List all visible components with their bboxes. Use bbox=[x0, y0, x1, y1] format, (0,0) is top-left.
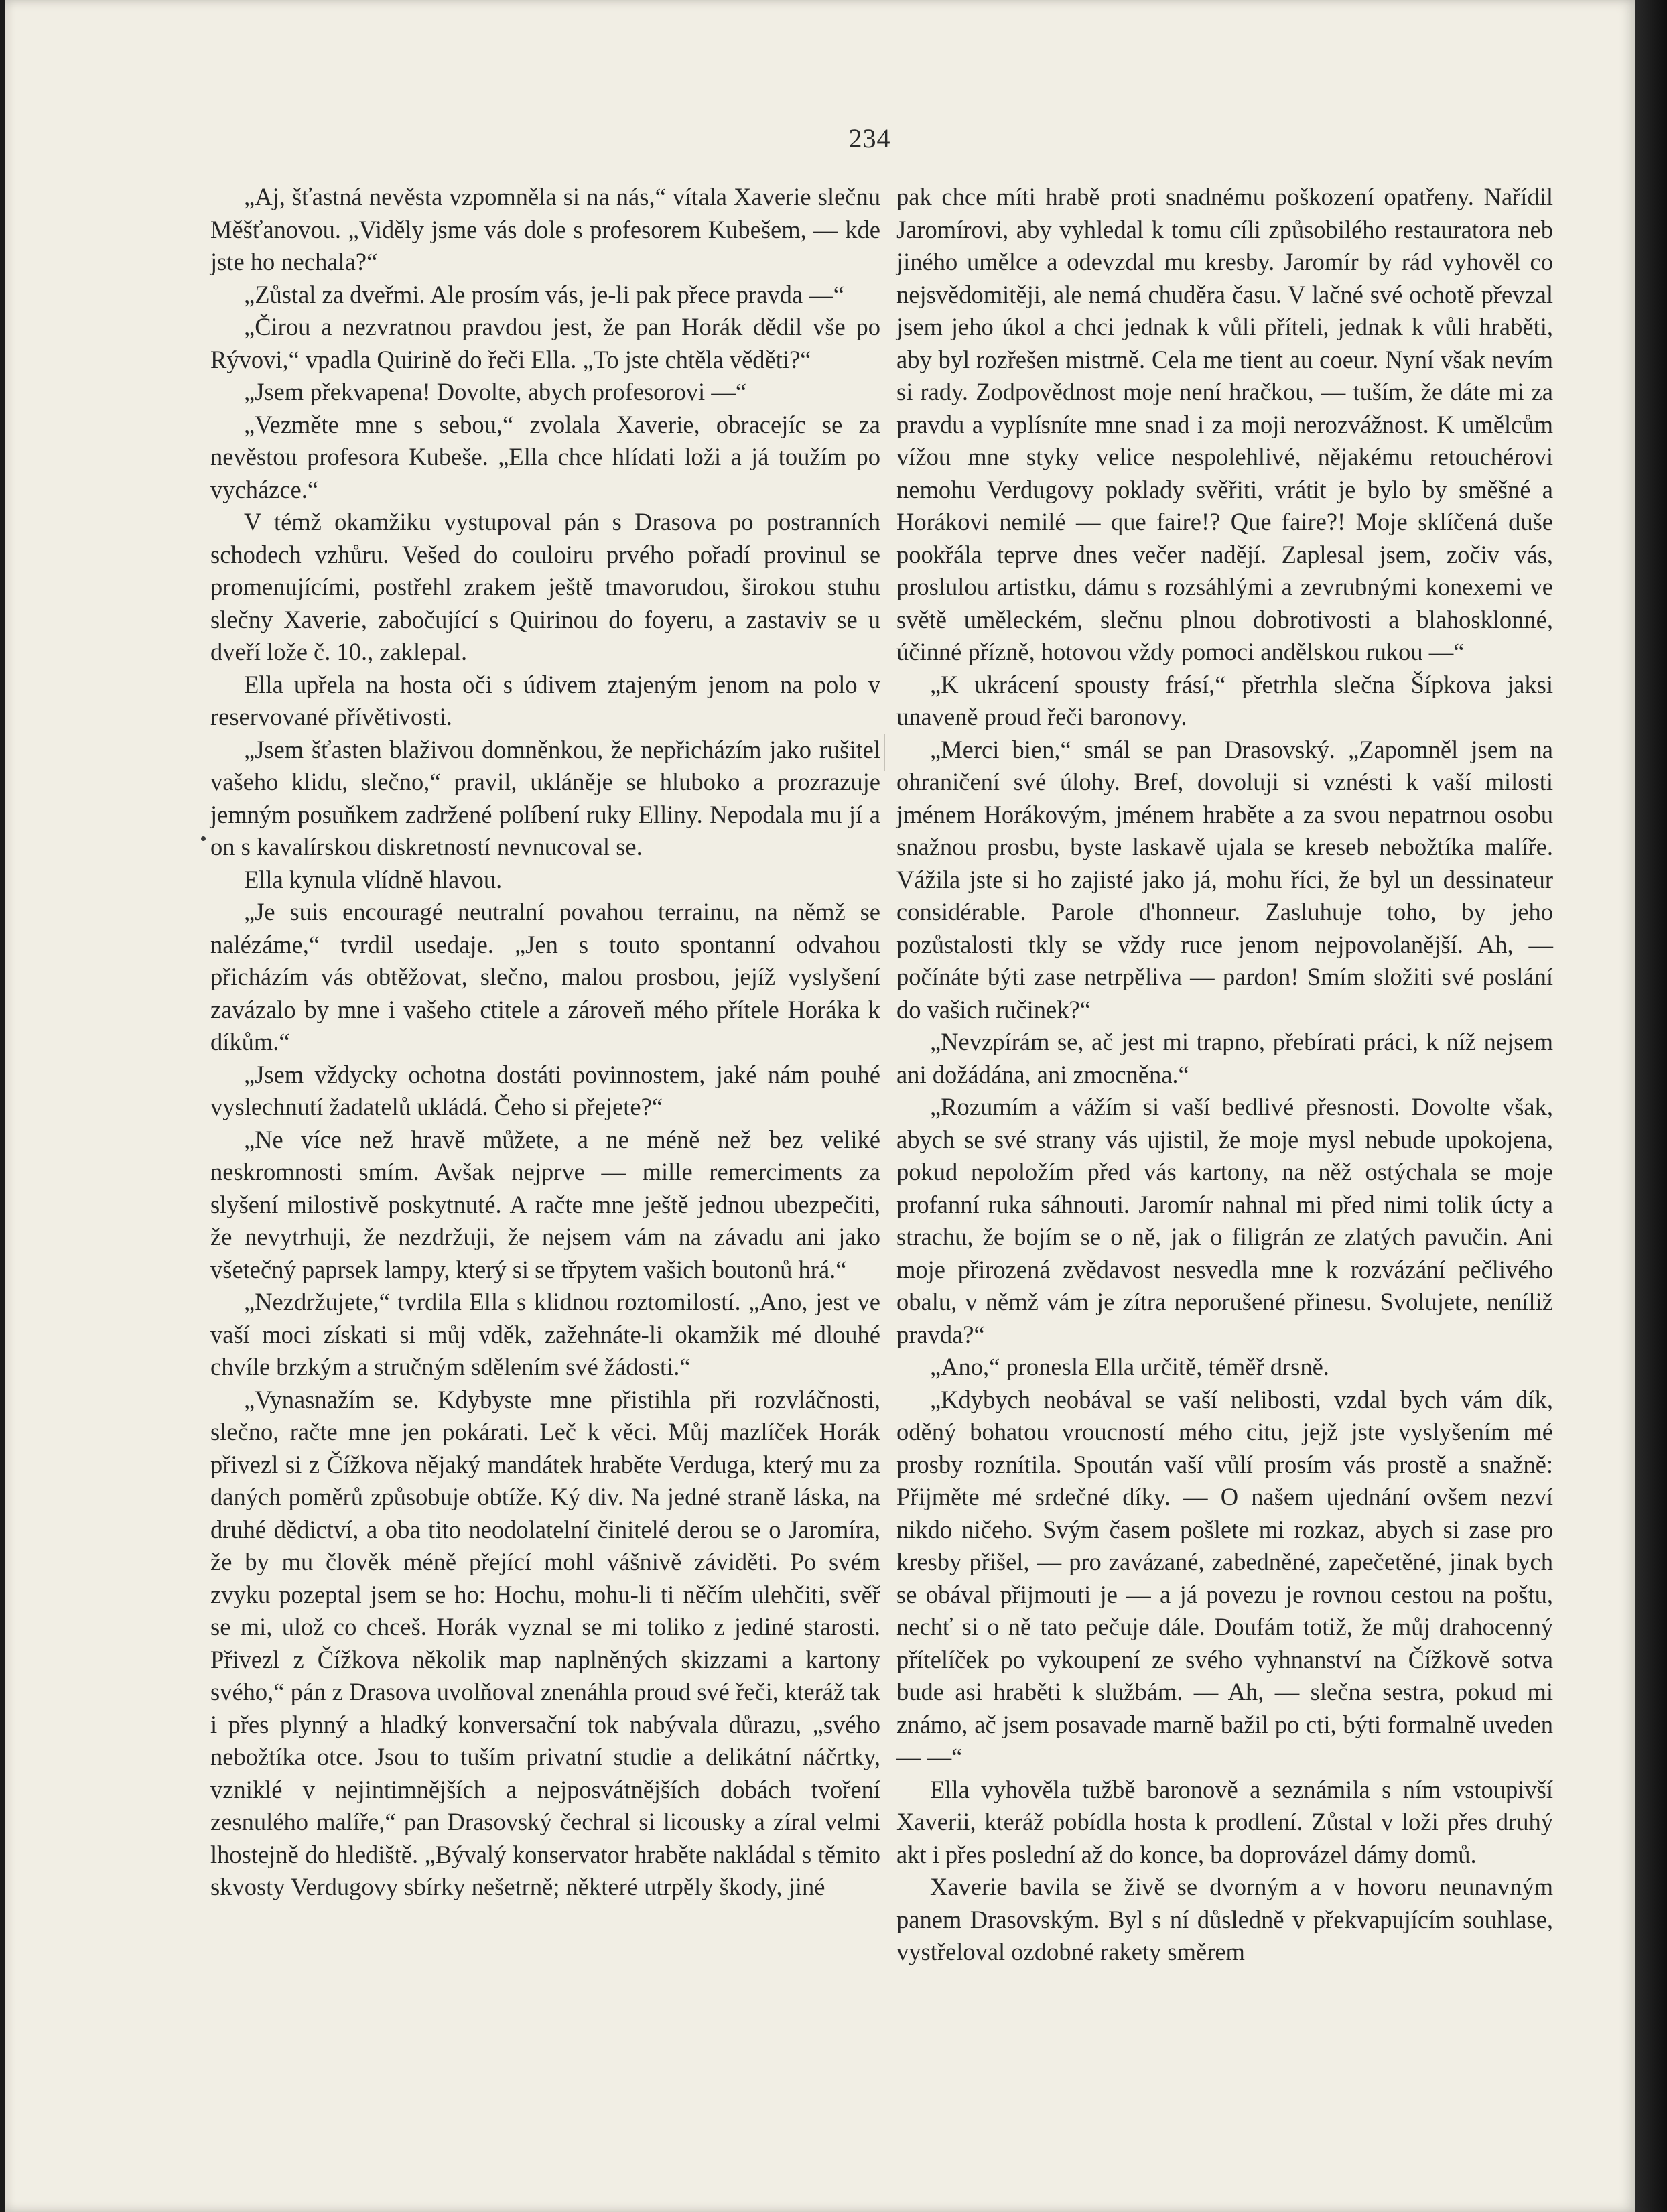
paragraph: Xaverie bavila se živě se dvorným a v hovoru neunavným panem Drasovským. Byl s ní důsledně v překvapujícím souhlase, vystřeloval ozdobné rakety směrem bbox=[896, 1873, 1553, 1965]
left-text-column bbox=[210, 181, 880, 1904]
paragraph: „Vynasnažím se. Kdybyste mne přistihla při rozvláčnosti, slečno, račte mne jen pokárati. Leč k věci. Můj mazlíček Horák přivezl si z Čížkova nějaký mandátek hraběte Verduga, který mu za daných poměrů způsobuje obtíže. Ký div. Na jedné straně láska, na druhé dědictví, a oba tito neodolatelní činitelé derou se o Jaromíra, že by mu člověk méně přející mohl vášnivě záviděti. Po svém zvyku pozeptal jsem se ho: Hochu, mohu-li ti něčím ulehčiti, svěř se mi, ulož co chceš. Horák vyznal se mi toliko z jediné starosti. Přivezl z Čížkova několik map naplněných skizzami a kartony svého,“ pán z Drasova uvolňoval znenáhla proud své řeči, kteráž tak i přes plynný a hladký konversační tok nabývala důrazu, „svého nebožtíka otce. Jsou to tuším privatní studie a delikátní náčrtky, vzniklé v nejintimnějších a nejposvátnějších dobách tvoření zesnulého malíře,“ pan Drasovský čechral si licousky a zíral velmi lhostejně do hlediště. „Bývalý konservator hraběte nakládal s těmito skvosty Verdugovy sbírky nešetrně; některé utrpěly škody, jiné bbox=[210, 1385, 880, 1900]
paragraph: „Nezdržujete,“ tvrdila Ella s klidnou roztomilostí. „Ano, jest ve vaší moci získati si můj vděk, zažehnáte-li okamžik mé dlouhé chvíle brzkým a stručným sdělením své žádosti.“ bbox=[210, 1288, 880, 1380]
paragraph: „Kdybych neobával se vaší nelibosti, vzdal bych vám dík, oděný bohatou vroucností mého citu, jejž jste vyslyšením mé prosby roznítila. Spoután vaší vůlí prosím vás prostě a snažně: Přijměte mé srdečné díky. — O našem ujednání ovšem nezví nikdo ničeho. Svým časem pošlete mi rozkaz, abych si zase pro kresby přišel, — pro zavázané, zabedněné, zapečetěné, jinak bych se obával přijmouti je — a já povezu je rovnou cestou na poštu, nechť si o ně tato pečuje dále. Doufám totiž, že můj drahocenný přítelíček po vykoupení ze svého vyhnanství na Čížkově sotva bude asi hraběti k službám. — Ah, — slečna sestra, pokud mi známo, ač jsem posavade marně bažil po cti, býti formalně uveden — —“ bbox=[896, 1385, 1553, 1770]
page-number: 234 bbox=[848, 123, 891, 153]
paragraph: Ella vyhověla tužbě baronově a seznámila s ním vstoupivší Xaverii, kteráž pobídla hosta k prodlení. Zůstal v loži přes druhý akt i přes poslední až do konce, ba doprovázel dámy domů. bbox=[896, 1775, 1553, 1868]
paragraph: „Vezměte mne s sebou,“ zvolala Xaverie, obracejíc se za nevěstou profesora Kubeše. „Ella chce hlídati loži a já toužím po vycházce.“ bbox=[210, 410, 880, 503]
paragraph: „Aj, šťastná nevěsta vzpomněla si na nás,“ vítala Xaverie slečnu Měšťanovou. „Viděly jsme vás dole s profesorem Kubešem, — kde jste ho nechala?“ bbox=[210, 183, 880, 275]
paragraph: „Rozumím a vážím si vaší bedlivé přesnosti. Dovolte však, abych se své strany vás ujistil, že moje mysl nebude upokojena, pokud nepoložím před vás kartony, na něž ostýchala se moje profanní ruka sáhnouti. Jaromír nahnal mi před nimi tolik úcty a strachu, že bojím se o ně, jak o filigrán ze zlatých pavučin. Ani moje přirozená zvědavost nesvedla mne k rozvázání pečlivého obalu, v němž vám je zítra neporušené přinesu. Svolujete, neníliž pravda?“ bbox=[896, 1093, 1553, 1348]
paragraph: „Ano,“ pronesla Ella určitě, téměř drsně. bbox=[930, 1353, 1329, 1380]
paragraph: Ella kynula vlídně hlavou. bbox=[244, 865, 503, 893]
paragraph: „Jsem překvapena! Dovolte, abych profesorovi —“ bbox=[244, 378, 747, 405]
right-text-column bbox=[896, 181, 1553, 1969]
paragraph: Ella upřela na hosta oči s údivem ztajeným jenom na polo v reservované přívětivosti. bbox=[210, 670, 880, 730]
page-edge-shadow bbox=[1635, 0, 1667, 2212]
paragraph-continued: pak chce míti hrabě proti snadnému poškození opatřeny. Nařídil Jaromírovi, aby vyhledal k tomu cíli způsobilého restauratora neb jiného umělce a odevzdal mu kresby. Jaromír by rád vyhověl co nejsvědomitěji, ale nemá chuděra času. V lačné své ochotě převzal jsem jeho úkol a chci jednak k vůli příteli, jednak k vůli hraběti, aby byl rozřešen mistrně. Cela me tient au coeur. Nyní však nevím si rady. Zodpovědnost moje není hračkou, — tuším, že dáte mi za pravdu a vyplísníte mne snad i za moji nerozvážnost. K umělcům vížou mne styky velice nespolehlivé, nějakému retouchérovi nemohu Verdugovy poklady svěřiti, vrátit je bylo by směšné a Horákovi nemilé — que faire!? Que faire?! Moje sklíčená duše pookřála teprve dnes večer nadějí. Zaplesal jsem, zočiv vás, proslulou artistku, dámu s rozsáhlými a zevrubnými konexemi ve světě uměleckém, slečnu plnou dobrotivosti a blahosklonné, účinné přízně, hotovou vždy pomoci andělskou rukou —“ bbox=[896, 183, 1553, 665]
paragraph: „K ukrácení spousty frásí,“ přetrhla slečna Šípkova jaksi unaveně proud řeči baronovy. bbox=[896, 670, 1553, 730]
paragraph: „Ne více než hravě můžete, a ne méně než bez veliké neskromnosti smím. Avšak nejprve — mille remerciments za slyšení milostivě poskytnuté. A račte mne ještě jednou ubezpečiti, že nevytrhuji, že nezdržuji, že nejsem vám na závadu ani jako všetečný paprsek lampy, který si se třpytem vašich boutonů hrá.“ bbox=[210, 1125, 880, 1283]
paragraph: „Merci bien,“ smál se pan Drasovský. „Zapomněl jsem na ohraničení své úlohy. Bref, dovoluji si vznésti k vaší milosti jménem Horákovým, jménem hraběte a za svou nepatrnou osobu snažnou prosbu, byste laskavě ujala se kreseb nebožtíka malíře. Vážila jste si ho zajisté jako já, mohu říci, že byl un dessinateur considérable. Parole d'honneur. Zasluhuje toho, by jeho pozůstalosti tkly se vždy ruce jenom nejpovolanější. Ah, — počínáte býti zase netrpěliva — pardon! Smím složiti své poslání do vašich ručinek?“ bbox=[896, 735, 1553, 1023]
paragraph: „Čirou a nezvratnou pravdou jest, že pan Horák dědil vše po Rývovi,“ vpadla Quirině do řeči Ella. „To jste chtěla věděti?“ bbox=[210, 313, 880, 373]
paragraph: „Je suis encouragé neutralní povahou terrainu, na němž se nalézáme,“ tvrdil usedaje. „Jen s touto spontanní odvahou přicházím vás obtěžovat, slečno, malou prosbou, jejíž vyslyšení zavázalo by mne i vašeho ctitele a zároveň mého přítele Horáka k díkům.“ bbox=[210, 898, 880, 1055]
paragraph: „Zůstal za dveřmi. Ale prosím vás, je-li pak přece pravda —“ bbox=[244, 280, 844, 308]
paragraph: „Nevzpírám se, ač jest mi trapno, přebírati práci, k níž nejsem ani dožádána, ani zmocněna.“ bbox=[896, 1028, 1553, 1088]
book-page bbox=[5, 0, 1640, 2212]
column-divider-mark bbox=[884, 734, 885, 771]
paragraph: „Jsem šťasten blaživou domněnkou, že nepřicházím jako rušitel vašeho klidu, slečno,“ pravil, ukláněje se hluboko a prozrazuje jemným posuňkem zadržené políbení ruky Elliny. Nepodala mu jí a on s kavalírskou diskretností nevnucoval se. bbox=[210, 735, 880, 860]
paragraph: V témž okamžiku vystupoval pán s Drasova po postranních schodech vzhůru. Vešed do couloiru prvého pořadí provinul se promenujícími, postřehl zrakem ještě tmavorudou, širokou stuhu slečny Xaverie, zabočující s Quirinou do foyeru, a zastaviv se u dveří lože č. 10., zaklepal. bbox=[210, 508, 880, 665]
ink-speck bbox=[201, 836, 206, 841]
paragraph: „Jsem vždycky ochotna dostáti povinnostem, jaké nám pouhé vyslechnutí žadatelů ukládá. Čeho si přejete?“ bbox=[210, 1060, 880, 1120]
